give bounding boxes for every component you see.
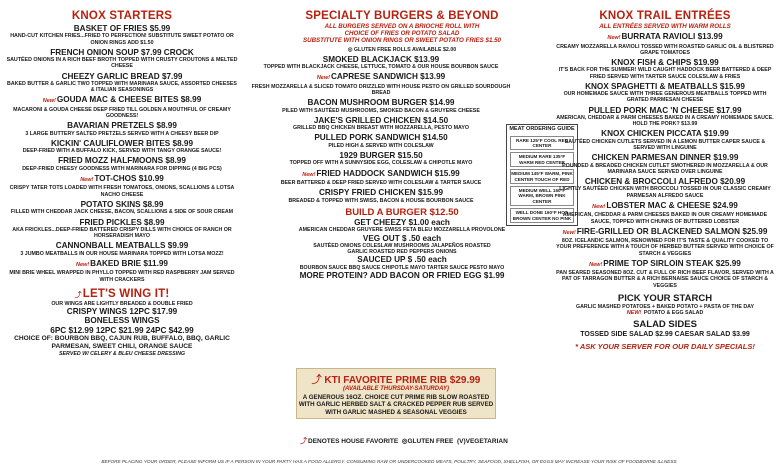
menu-item-name-line: [556, 129, 774, 138]
entrees-heading: KNOX TRAIL ENTRÉES: [599, 10, 731, 22]
menu-item: [246, 133, 516, 149]
new-badge: New!: [76, 261, 90, 268]
veg-line: VEG OUT $ .50 each: [362, 233, 442, 243]
menu-item-name-line: [246, 55, 516, 64]
menu-item: [6, 72, 238, 94]
menu-item-desc: POUNDED & BREADED CHICKEN CUTLET SMOTHERED IN MOZZARELLA & OUR MARINARA SAUCE SERVED OVER LINGUINE: [562, 162, 768, 175]
starch-line2: [556, 310, 774, 316]
menu-item-name-line: [556, 201, 774, 212]
menu-item-name: SMOKED BLACKJACK $13.99: [322, 54, 440, 64]
menu-item-desc: PILED WITH SAUTÉED MUSHROOMS, SMOKED BACON & GRUYERE CHEESE: [282, 107, 480, 114]
menu-item-name-line: [6, 241, 238, 250]
menu-item: [556, 82, 774, 104]
menu-item: [246, 55, 516, 71]
menu-item-name: FRIED PICKLES $8.99: [79, 217, 165, 227]
menu-item-name: CANNONBALL MEATBALLS $9.99: [55, 241, 189, 251]
menu-item-desc: LIGHTLY SAUTÉED CHICKEN WITH BROCCOLI TOSSED IN OUR CLASSIC CREAMY PARMESAN ALFREDO SAUCE: [559, 186, 771, 199]
menu-item-desc: TOPPED OFF WITH A SUNNYSIDE EGG, COLESLAW & CHIPOTLE MAYO: [289, 160, 473, 167]
meat-guide-level: MEDIUM 145°F WARM, PINK CENTER TOUCH OF RED: [510, 169, 574, 184]
wings-sub: OUR WINGS ARE LIGHTLY BREADED & DOUBLE FRIED: [51, 300, 193, 307]
menu-item-name: BASKET OF FRIES $5.99: [73, 24, 171, 33]
gluten-free-note-text: GLUTEN FREE ROLLS AVAILABLE $2.00: [353, 46, 457, 53]
menu-item-name: 1929 BURGER $15.50: [339, 151, 423, 161]
allergy-footer: BEFORE PLACING YOUR ORDER, PLEASE INFORM US IF A PERSON IN YOUR PARTY HAS A FOOD ALLERGY. CONSUMING RAW OR UNDERCOOKED MEATS, POULTRY, SEAFOOD, SHELLFISH, OR EGGS MAY INCREASE YOUR RISK OF FOODBORNE ILLNESS: [101, 459, 677, 464]
entrees-column: [556, 6, 774, 351]
menu-item-desc: MINI BRIE WHEEL WRAPPED IN PHYLLO TOPPED WITH RED RASPBERRY JAM SERVED WITH CRACKERS: [9, 270, 235, 283]
menu-item: [6, 139, 238, 155]
wings-line1: CRISPY WINGS 12PC $17.99: [66, 306, 178, 316]
gluten-free-icon: ◎: [347, 46, 353, 53]
legend-veg: (V)VEGETARIAN: [456, 438, 508, 445]
menu-item: [6, 218, 238, 240]
new-badge: New!: [589, 261, 603, 268]
menu-item-name: KNOX SPAGHETTI & MEATBALLS $15.99: [585, 81, 745, 91]
sauced-line: SAUCED UP $ .50 each: [357, 255, 447, 265]
menu-item-name: TOT-CHOS $10.99: [94, 174, 164, 184]
menu-item-name: BACON MUSHROOM BURGER $14.99: [307, 98, 455, 108]
menu-item-desc: BREADED & TOPPED WITH SWISS, BACON & HOUSE BOURBON SAUCE: [288, 197, 474, 204]
menu-item-name-line: [556, 58, 774, 67]
menu-item-name-line: [6, 72, 238, 81]
wings-heading-text: LET'S WING IT!: [82, 287, 170, 300]
starch-heading: PICK YOUR STARCH: [617, 292, 713, 304]
gluten-free-icon: ◎: [401, 438, 408, 445]
menu-item-name-line: [6, 218, 238, 227]
menu-item: [556, 201, 774, 225]
menu-item: [6, 95, 238, 119]
menu-item-desc: BEER BATTERED & DEEP FRIED SERVED WITH COLESLAW & TARTER SAUCE: [280, 180, 482, 187]
salad-heading: SALAD SIDES: [633, 319, 697, 331]
menu-item: [556, 227, 774, 257]
menu-item-name: CHEEZY GARLIC BREAD $7.99: [61, 71, 183, 81]
entrees-list: [556, 32, 774, 289]
menu-item-desc: FRESH MOZZARELLA & SLICED TOMATO DRIZZLED WITH HOUSE PESTO ON GRILLED SOURDOUGH BREAD: [251, 83, 511, 97]
menu-item-name: CHICKEN PARMESAN DINNER $19.99: [591, 153, 739, 163]
menu-item-desc: 3 LARGE BUTTERY SALTED PRETZELS SERVED WITH A CHEESY BEER DIP: [25, 130, 219, 137]
menu-item-name: FRIED HADDOCK SANDWICH $15.99: [316, 168, 460, 178]
prime-rib-desc: A GENEROUS 16OZ. CHOICE CUT PRIME RIB SLOW ROASTED WITH GARLIC HERBED SALT & CRACKED PEPPER RUB SERVED WITH GARLIC MASHED & SEASONAL VEGGIES: [298, 394, 494, 416]
legend-gf: GLUTEN FREE: [407, 438, 454, 445]
menu-item-name-line: [246, 151, 516, 160]
starters-heading: KNOX STARTERS: [71, 10, 173, 22]
menu-item: [6, 156, 238, 172]
menu-item: [246, 98, 516, 114]
menu-item-name-line: [246, 188, 516, 197]
sauces-list: BOURBON SAUCE BBQ SAUCE CHIPOTLE MAYO TARTER SAUCE PESTO MAYO: [299, 264, 505, 271]
menu-item: [6, 24, 238, 46]
menu-item-name-line: [556, 82, 774, 91]
entrees-sub: ALL ENTRÉES SERVED WITH WARM ROLLS: [599, 23, 731, 30]
menu-item-name-line: [556, 153, 774, 162]
meat-guide-level: RARE 125°F COOL RED CENTER: [510, 136, 574, 151]
menu-item-name: CRISPY FRIED CHICKEN $15.99: [318, 188, 444, 198]
menu-item-name-line: [6, 121, 238, 130]
starch-line1: GARLIC MASHED POTATOES + BAKED POTATO + PASTA OF THE DAY: [575, 303, 755, 310]
menu-item-name-line: [6, 259, 238, 270]
meat-guide-title: MEAT ORDERING GUIDE: [509, 126, 575, 132]
burgers-sub1: ALL BURGERS SERVED ON A BRIOCHE ROLL WITH: [324, 23, 480, 30]
menu-item: [556, 129, 774, 151]
menu-item: [246, 151, 516, 167]
menu-item-desc: IT'S BACK FOR THE SUMMER! WILD CAUGHT HADDOCK BEER BATTERED & DEEP FRIED SERVED WITH TARTER SAUCE COLESLAW & FRIES: [558, 67, 772, 80]
menu-item: [6, 241, 238, 257]
burgers-list: [246, 55, 516, 204]
new-badge: New!: [80, 177, 94, 184]
menu-item: [246, 169, 516, 187]
menu-item-desc: AMERICAN, CHEDDAR & PARM CHEESES BAKED IN OUR CREAMY HOMEMADE SAUCE, TOPPED WITH CHUNKS OF BUTTERED LOBSTER: [562, 212, 768, 225]
menu-item-desc: OUR HOMEMADE SAUCE WITH THREE GENEROUS MEATBALLS TOPPED WITH GRATED PARMESAN CHEESE: [563, 91, 767, 104]
burgers-sub2: CHOICE OF FRIES OR POTATO SALAD: [344, 30, 460, 38]
salad-line: TOSSED SIDE SALAD $2.99 CAESAR SALAD $3.99: [580, 331, 750, 339]
protein-line: MORE PROTEIN? ADD BACON OR FRIED EGG $1.99: [299, 270, 505, 280]
new-badge: New!: [42, 98, 56, 105]
menu-item-desc: GRILLED BBQ CHICKEN BREAST WITH MOZZARELLA, PESTO MAYO: [293, 125, 469, 132]
house-favorite-icon: ⤴: [300, 438, 307, 445]
menu-item-desc: TOPPED WITH BLACKJACK CHEESE, LETTUCE, TOMATO & OUR HOUSE BOURBON SAUCE: [263, 64, 499, 71]
house-favorite-icon: ⤴: [311, 375, 322, 386]
menu-item-desc: 3 JUMBO MEATBALLS IN OUR HOUSE MARINARA TOPPED WITH LOTSA MOZZ!: [20, 250, 224, 257]
burgers-heading: SPECIALTY BURGERS & BEYOND: [305, 10, 499, 22]
menu-item-name-line: [246, 72, 516, 83]
legend-house: DENOTES HOUSE FAVORITE: [308, 438, 399, 445]
menu-item-name-line: [246, 98, 516, 107]
menu-item-name: BAKED BRIE $11.99: [90, 258, 168, 268]
menu-item-name: POTATO SKINS $8.99: [80, 199, 164, 209]
menu-item-desc: CREAMY MOZZARELLA RAVIOLI TOSSED WITH ROASTED GARLIC OIL & BLISTERED GRAPE TOMATOES: [556, 43, 774, 56]
menu-item: [246, 72, 516, 96]
menu-item-name: FIRE-GRILLED OR BLACKENED SALMON $25.99: [576, 226, 768, 236]
menu-item-name-line: [6, 48, 238, 57]
house-favorite-icon: ⤴: [74, 291, 82, 299]
menu-item-name: KNOX CHICKEN PICCATA $19.99: [601, 129, 729, 139]
menu-item-name-line: [6, 156, 238, 165]
menu-item: [556, 153, 774, 175]
prime-rib-title-text: KTI FAVORITE PRIME RIB $29.99: [324, 375, 481, 386]
new-badge: New!: [607, 35, 621, 42]
menu-item: [6, 174, 238, 198]
menu-item-name: KICKIN' CAULIFLOWER BITES $8.99: [50, 138, 194, 148]
burgers-sub3: SUBSTITUTE WITH ONION RINGS OR SWEET POTATO FRIES $1.50: [302, 37, 502, 45]
prime-rib-box: [296, 368, 496, 419]
menu-item: [556, 58, 774, 80]
menu-item-name: KNOX FISH & CHIPS $19.99: [611, 58, 719, 68]
meat-guide-level: WELL DONE 160°F HOT, BROWN CENTER NO PINK: [510, 208, 574, 223]
menu-item-name-line: [556, 259, 774, 270]
prime-rib-title: [297, 371, 495, 386]
menu-item-desc: SAUTÉED ONIONS IN A RICH BEEF BROTH TOPPED WITH CRUSTY CROUTONS & MELTED CHEESE: [6, 57, 238, 70]
menu-item-desc: PAN SEARED SEASONED 8OZ. CUT & FULL OF RICH BEEF FLAVOR, SERVED WITH A PAT OF TARRAGON BUTTER & A RICH BERNAISE SAUCE CHOICE OF STARCH & VEGGIES: [556, 270, 774, 289]
new-badge: NEW!: [626, 309, 642, 316]
menu-item-name-line: [6, 174, 238, 185]
menu-item-desc: AMERICAN, CHEDDAR & PARM CHEESES BAKED IN A CREAMY HOMEMADE SAUCE. HOLD THE PORK? $13.99: [556, 115, 774, 128]
menu-item: [556, 259, 774, 289]
menu-item-name: GOUDA MAC & CHEESE BITES $8.99: [56, 95, 202, 105]
new-badge: New!: [316, 75, 330, 82]
new-badge: New!: [302, 171, 316, 178]
menu-item-desc: FILLED WITH CHEDDAR JACK CHEESE, BACON, SCALLIONS & SIDE OF SOUR CREAM: [10, 209, 234, 216]
menu-item: [6, 200, 238, 216]
menu-item-name-line: [246, 116, 516, 125]
menu-item: [6, 48, 238, 70]
starters-list: [6, 24, 238, 283]
menu-item-desc: SAUTÉED CHICKEN CUTLETS SERVED IN A LEMON BUTTER CAPER SAUCE & SERVED WITH LINGUINE: [564, 138, 766, 152]
starters-column: [6, 6, 238, 357]
menu-item-name: BURRATA RAVIOLI $13.99: [621, 32, 723, 42]
new-badge: New!: [592, 203, 606, 210]
menu-item-name-line: [246, 169, 516, 180]
menu-item-desc: AKA FRICKLES...DEEP-FRIED BATTERED CRISPY DILLS WITH CHOICE OF RANCH OR HORSERADISH MAYO: [12, 226, 232, 240]
menu-item-desc: BAKED BUTTER & GARLIC TWO TOPPED WITH MARINARA SAUCE, ASSORTED CHEESES & ITALIAN SEASONINGS: [7, 81, 237, 94]
prime-rib-availability: (AVAILABLE THURSDAY-SATURDAY): [343, 386, 449, 392]
wings-heading: [6, 288, 238, 300]
new-badge: New!: [562, 229, 576, 236]
menu-item-name-line: [6, 24, 238, 33]
menu-item-name-line: [246, 133, 516, 142]
menu-item-name-line: [556, 106, 774, 115]
menu-item: [246, 188, 516, 204]
wings-line3: 6PC $12.99 12PC $21.99 24PC $42.99: [50, 325, 194, 335]
menu-item-desc: HAND-CUT KITCHEN FRIES...FRIED TO PERFECTION! SUBSTITUTE SWEET POTATO OR ONION RINGS ADD $1.50: [10, 33, 234, 46]
menu-item-desc: MACARONI & GOUDA CHEESE DEEP FRIED TILL GOLDEN A MOUTHFUL OF CREAMY GOODNESS!: [13, 106, 231, 120]
gluten-free-note: [246, 47, 558, 53]
cheezy-line: GET CHEEZY $1.00 each: [354, 217, 450, 227]
wings-choice: CHOICE OF: BOURBON BBQ, CAJUN RUB, BUFFALO, BBQ, GARLIC PARMESAN, SWEET CHILI, ORANGE SAUCE: [14, 335, 230, 350]
menu-item-name: FRIED MOZZ HALFMOONS $8.99: [58, 156, 186, 166]
cheeses-list: AMERICAN CHEDDAR GRUYERE SWISS FETA BLEU MOZZARELLA PROVOLONE: [298, 227, 506, 234]
menu-item-name-line: [6, 95, 238, 106]
menu-item-name: CHICKEN & BROCCOLI ALFREDO $20.99: [584, 177, 746, 187]
menu-item-name-line: [556, 227, 774, 238]
menu-item-desc: DEEP-FRIED CHEESY GOODNESS WITH MARINARA FOR DIPPING (4 BIG PCS): [22, 165, 222, 172]
menu-item-desc: PILED HIGH & SERVED WITH COLESLAW: [328, 142, 434, 149]
menu-item: [6, 259, 238, 283]
wings-line2: BONELESS WINGS: [84, 316, 160, 326]
menu-item-name-line: [556, 32, 774, 43]
menu-item-name: PULLED PORK SANDWICH $14.50: [314, 133, 448, 143]
menu-item-name: PULLED PORK MAC 'N CHEESE $17.99: [588, 105, 742, 115]
wings-served: SERVED W/ CELERY & BLEU CHEESE DRESSING: [58, 350, 186, 357]
build-burger-heading: BUILD A BURGER $12.50: [345, 206, 459, 218]
meat-guide-level: MEDIUM WELL 150°F WARM, BROWN PINK CENTER: [510, 186, 574, 206]
menu-item-name: LOBSTER MAC & CHEESE $24.99: [606, 200, 738, 210]
menu-item: [246, 116, 516, 132]
meat-guide-level: MEDIUM RARE 135°F WARM RED CENTER: [510, 152, 574, 167]
menu-item-name: CAPRESE SANDWICH $13.99: [330, 72, 446, 82]
daily-specials-note: * ASK YOUR SERVER FOR OUR DAILY SPECIALS!: [575, 341, 755, 351]
menu-item: [6, 121, 238, 137]
menu-item-desc: 8OZ. ICELANDIC SALMON, RENOWNED FOR IT'S TASTE & QUALITY COOKED TO YOUR PREFERENCE WITH A TOUCH OF HERBED BUTTER SERVED WITH CHOICE OF STARCH & VEGGIES: [556, 238, 774, 257]
starch-line2-text: POTATO & EGG SALAD: [643, 309, 704, 316]
menu-item-name: PRIME TOP SIRLOIN STEAK $25.99: [603, 258, 741, 268]
menu-item-name: BAVARIAN PRETZELS $8.99: [67, 121, 177, 131]
menu-item: [556, 177, 774, 199]
menu-item: [556, 32, 774, 56]
legend: [300, 436, 508, 446]
menu-item: [556, 106, 774, 128]
veg-list: SAUTÉED ONIONS COLESLAW MUSHROOMS JALAPEÑOS ROASTED GARLIC ROASTED RED PEPPERS ONIONS: [313, 242, 491, 256]
menu-item-desc: DEEP-FRIED WITH A BUFFALO KICK, SERVED WITH TANGY ORANGE SAUCE!: [22, 148, 222, 155]
menu-item-name: FRENCH ONION SOUP $7.99 CROCK: [50, 47, 194, 57]
menu-item-name: JAKE'S GRILLED CHICKEN $14.50: [313, 115, 449, 125]
menu-item-desc: CRISPY TATER TOTS LOADED WITH FRESH TOMATOES, ONIONS, SCALLIONS & LOTSA NACHO CHEESE: [9, 185, 235, 198]
menu-item-name-line: [6, 139, 238, 148]
menu-item-name-line: [6, 200, 238, 209]
